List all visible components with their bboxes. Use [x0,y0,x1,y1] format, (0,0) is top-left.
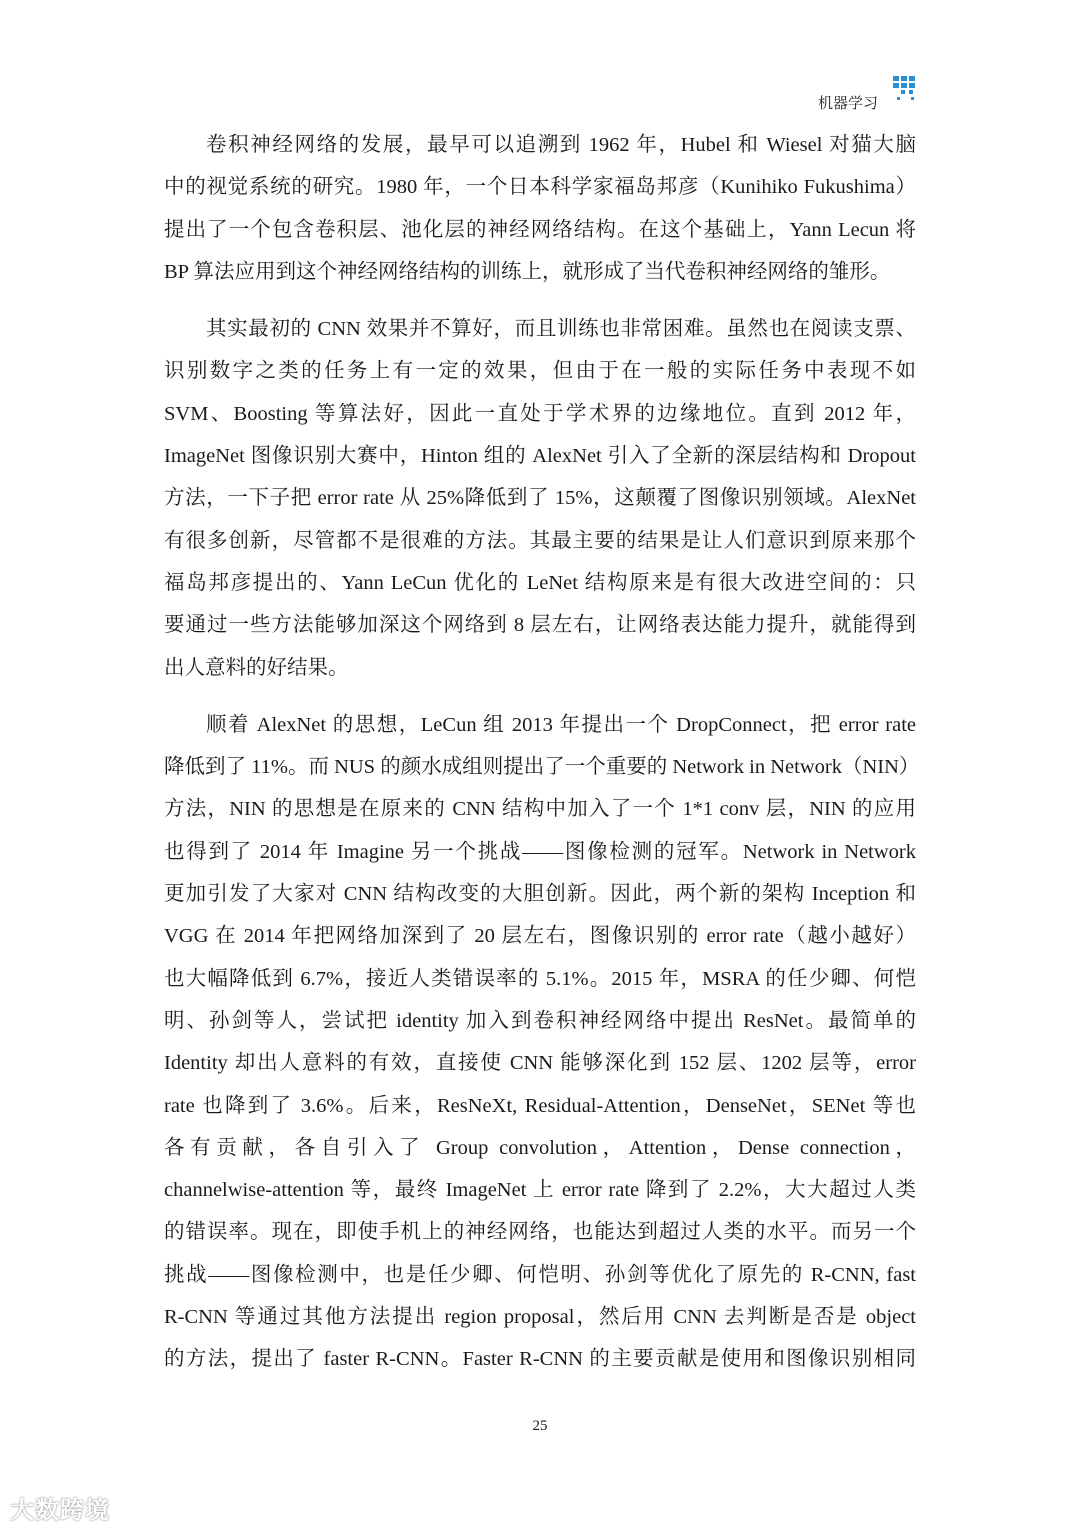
text-line: 其实最初的 CNN 效果并不算好，而且训练也非常困难。虽然也在阅读支票、 [206,318,916,341]
text-line: 各有贡献，各自引入了 Group convolution，Attention，Dense connection， [164,1136,916,1159]
text-line: 识别数字之类的任务上有一定的效果，但由于在一般的实际任务中表现不如 [164,360,916,383]
text-line: 出人意料的好结果。 [164,656,349,679]
text-line: ImageNet 图像识别大赛中，Hinton 组的 AlexNet 引入了全新的深层结构和 Dropout [164,445,916,468]
text-line: 挑战——图像检测中，也是任少卿、何恺明、孙剑等优化了原先的 R-CNN, fast [164,1263,916,1286]
text-line: 福岛邦彦提出的、Yann LeCun 优化的 LeNet 结构原来是有很大改进空间的：只 [164,571,916,594]
text-line: 的错误率。现在，即使手机上的神经网络，也能达到超过人类的水平。而另一个 [164,1221,916,1244]
text-line: Identity 却出人意料的有效，直接使 CNN 能够深化到 152 层、1202 层等，error [164,1052,916,1075]
text-line: 也得到了 2014 年 Imagine 另一个挑战——图像检测的冠军。Network in Network [164,840,916,863]
paragraph [164,308,916,689]
text-line: 有很多创新，尽管都不是很难的方法。其最主要的结果是让人们意识到原来那个 [164,529,916,552]
text-line: 降低到了 11%。而 NUS 的颜水成组则提出了一个重要的 Network in Network（NIN） [164,756,920,779]
text-line: 要通过一些方法能够加深这个网络到 8 层左右，让网络表达能力提升，就能得到 [164,614,916,637]
text-line: 也大幅降低到 6.7%，接近人类错误率的 5.1%。2015 年，MSRA 的任少卿、何恺 [164,967,916,990]
running-header: 机器学习 [818,96,879,112]
text-line: 方法，一下子把 error rate 从 25%降低到了 15%，这颠覆了图像识别领域。AlexNet [164,487,916,510]
page-number: 25 [532,1418,548,1434]
text-line: 提出了一个包含卷积层、池化层的神经网络结构。在这个基础上，Yann Lecun 将 [164,218,916,241]
text-line: 的方法，提出了 faster R-CNN。Faster R-CNN 的主要贡献是使用和图像识别相同 [164,1348,916,1371]
text-line: 方法，NIN 的思想是在原来的 CNN 结构中加入了一个 1*1 conv 层，NIN 的应用 [164,798,916,821]
text-line: channelwise-attention 等，最终 ImageNet 上 error rate 降到了 2.2%，大大超过人类 [164,1179,916,1202]
text-line: 顺着 AlexNet 的思想，LeCun 组 2013 年提出一个 DropConnect，把 error rate [206,713,916,736]
logo-icon [893,76,919,106]
watermark: 大数跨境 [10,1496,110,1524]
text-line: 更加引发了大家对 CNN 结构改变的大胆创新。因此，两个新的架构 Inception 和 [164,883,916,906]
text-line: SVM、Boosting 等算法好，因此一直处于学术界的边缘地位。直到 2012 年， [164,402,916,425]
body-text [164,124,920,1396]
text-line: 中的视觉系统的研究。1980 年，一个日本科学家福岛邦彦（Kunihiko Fukushima） [164,176,916,199]
text-line: 明、孙剑等人，尝试把 identity 加入到卷积神经网络中提出 ResNet。最简单的 [164,1009,916,1032]
text-line: 卷积神经网络的发展，最早可以追溯到 1962 年，Hubel 和 Wiesel 对猫大脑 [206,134,916,156]
text-line: rate 也降到了 3.6%。后来，ResNeXt, Residual-Attention，DenseNet，SENet 等也 [164,1094,916,1117]
paragraph [164,704,920,1381]
text-line: BP 算法应用到这个神经网络结构的训练上，就形成了当代卷积神经网络的雏形。 [164,260,891,283]
text-line: VGG 在 2014 年把网络加深到了 20 层左右，图像识别的 error rate（越小越好） [164,925,916,948]
text-line: R-CNN 等通过其他方法提出 region proposal，然后用 CNN 去判断是否是 object [164,1306,916,1329]
paragraph [164,124,916,293]
